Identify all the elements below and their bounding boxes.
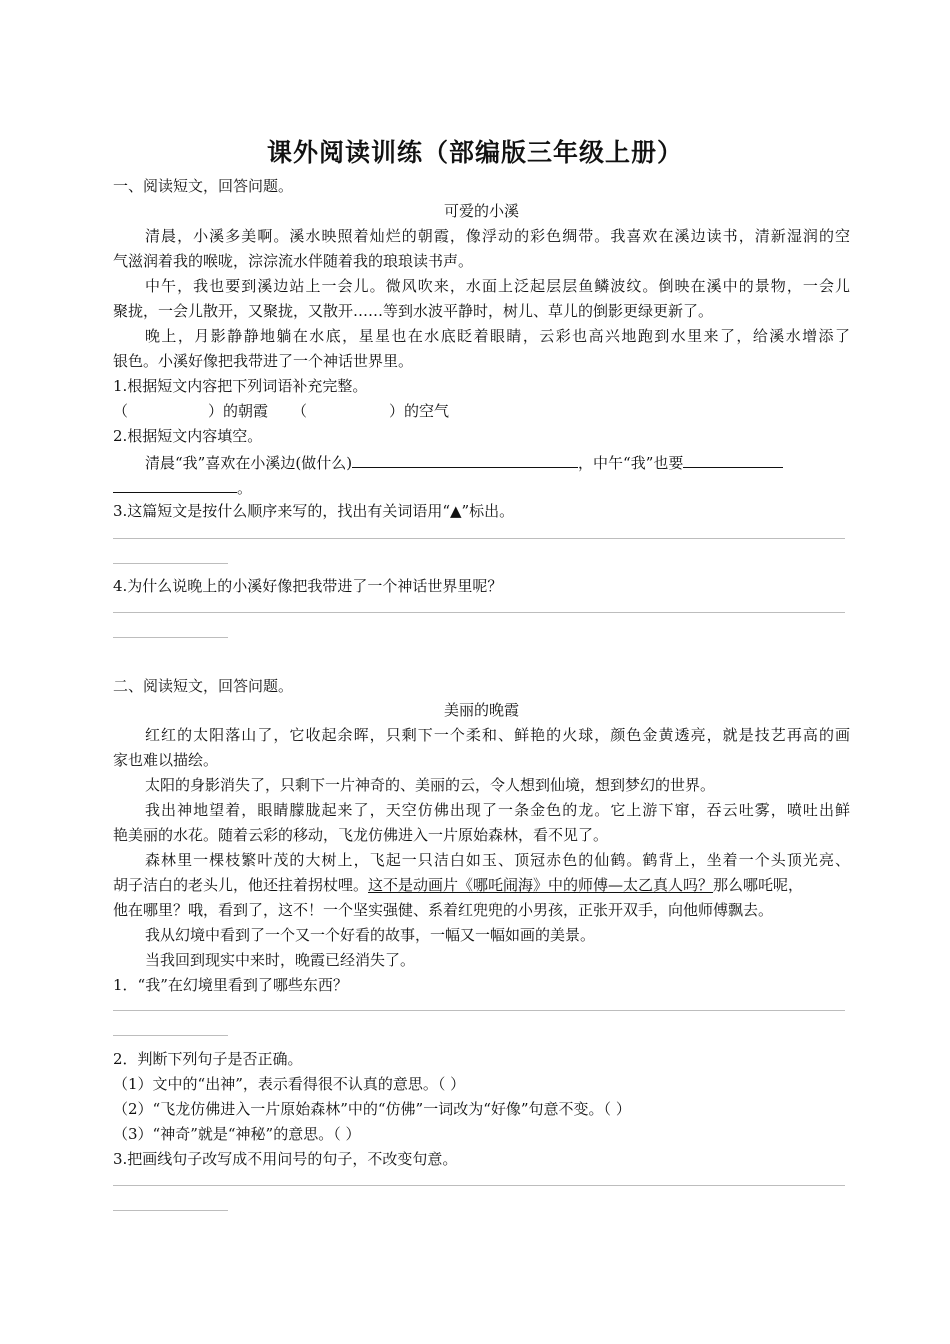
section1-paragraph-line: 银色。小溪好像把我带进了一个神话世界里。 xyxy=(113,352,414,370)
section1-paragraph-line: 晚上，月影静静地躺在水底，星星也在水底眨着眼睛，云彩也高兴地跑到水里来了，给溪水增添了 xyxy=(145,327,850,345)
q1-label-a: ）的朝霞 xyxy=(208,402,269,420)
section2-paragraph-line: 他在哪里？哦，看到了，这不！一个坚实强健、系着红兜兜的小男孩，正张开双手，向他师傅飘去。 xyxy=(113,901,774,919)
q2-blank-2[interactable] xyxy=(683,451,783,468)
section2-paragraph-line: 艳美丽的水花。随着云彩的移动，飞龙仿佛进入一片原始森林，看不见了。 xyxy=(113,826,609,844)
section2-passage-title: 美丽的晚霞 xyxy=(443,701,519,719)
section2-judgement-2: （2）“飞龙仿佛进入一片原始森林”中的“仿佛”一词改为“好像”句意不变。（ ） xyxy=(113,1100,631,1118)
q1-open-paren: （ xyxy=(292,402,308,420)
section1-paragraph-line: 清晨，小溪多美啊。溪水映照着灿烂的朝霞，像浮动的彩色绸带。我喜欢在溪边读书，清新湿润的空 xyxy=(145,227,850,245)
section2-text: 那么哪吒呢， xyxy=(713,876,804,894)
q2-text-part2: ，中午“我”也要 xyxy=(578,454,684,472)
section1-question-4: 4.为什么说晚上的小溪好像把我带进了一个神话世界里呢？ xyxy=(113,577,503,595)
q2-end: 。 xyxy=(237,479,253,497)
section2-question-2: 2．判断下列句子是否正确。 xyxy=(113,1050,303,1068)
answer-line[interactable] xyxy=(113,563,228,564)
section1-question-2: 2.根据短文内容填空。 xyxy=(113,427,263,445)
section1-q2-fill-row-2 xyxy=(113,476,850,498)
section1-paragraph-line: 气滋润着我的喉咙，淙淙流水伴随着我的琅琅读书声。 xyxy=(113,252,474,270)
answer-line[interactable] xyxy=(113,1185,845,1186)
answer-line[interactable] xyxy=(113,612,845,613)
section1-passage-title: 可爱的小溪 xyxy=(443,202,519,220)
section2-judgement-1: （1）文中的“出神”，表示看得很不认真的意思。（ ） xyxy=(113,1075,466,1093)
section1-heading: 一、阅读短文，回答问题。 xyxy=(113,177,294,195)
q2-blank-2-cont[interactable] xyxy=(113,476,237,493)
section2-paragraph-line xyxy=(113,875,850,895)
section1-q2-fill-row xyxy=(113,451,850,473)
section2-judgement-3: （3）“神奇”就是“神秘”的意思。（ ） xyxy=(113,1125,361,1143)
section1-question-1: 1.根据短文内容把下列词语补充完整。 xyxy=(113,377,368,395)
page-title: 课外阅读训练（部编版三年级上册） xyxy=(266,138,683,167)
section2-paragraph-line: 家也难以描绘。 xyxy=(113,751,219,769)
answer-line[interactable] xyxy=(113,637,228,638)
q2-blank-1[interactable] xyxy=(352,451,578,468)
section2-paragraph-line: 我出神地望着，眼睛朦胧起来了，天空仿佛出现了一条金色的龙。它上游下窜，吞云吐雾，喷吐出鲜 xyxy=(145,801,850,819)
section1-paragraph-line: 聚拢，一会儿散开，又聚拢，又散开……等到水波平静时，树儿、草儿的倒影更绿更新了。 xyxy=(113,302,714,320)
section2-paragraph-line: 我从幻境中看到了一个又一个好看的故事，一幅又一幅如画的美景。 xyxy=(145,926,596,944)
section2-paragraph-line: 森林里一棵枝繁叶茂的大树上，飞起一只洁白如玉、顶冠赤色的仙鹤。鹤背上，坐着一个头顶光亮、 xyxy=(145,851,850,869)
underlined-sentence: 这不是动画片《哪吒闹海》中的师傅—太乙真人吗？ xyxy=(368,876,714,894)
section1-question-3: 3.这篇短文是按什么顺序来写的，找出有关词语用“▲”标出。 xyxy=(113,502,515,520)
answer-line[interactable] xyxy=(113,1210,228,1211)
answer-line[interactable] xyxy=(113,1010,845,1011)
section2-heading: 二、阅读短文，回答问题。 xyxy=(113,677,294,695)
section2-paragraph-line: 当我回到现实中来时，晚霞已经消失了。 xyxy=(145,951,416,969)
section2-question-1: 1．“我”在幻境里看到了哪些东西？ xyxy=(113,976,348,994)
section1-paragraph-line: 中午，我也要到溪边站上一会儿。微风吹来，水面上泛起层层鱼鳞波纹。倒映在溪中的景物，一会儿 xyxy=(145,277,850,295)
section2-question-3: 3.把画线句子改写成不用问号的句子，不改变句意。 xyxy=(113,1150,458,1168)
q1-label-b: ）的空气 xyxy=(389,402,450,420)
answer-line[interactable] xyxy=(113,538,845,539)
section2-paragraph-line: 红红的太阳落山了，它收起余晖，只剩下一个柔和、鲜艳的火球，颜色金黄透亮，就是技艺再高的画 xyxy=(145,726,850,744)
section2-text: 胡子洁白的老头儿，他还拄着拐杖哩。 xyxy=(113,876,369,894)
answer-line[interactable] xyxy=(113,1035,228,1036)
section2-paragraph-line: 太阳的身影消失了，只剩下一片神奇的、美丽的云，令人想到仙境，想到梦幻的世界。 xyxy=(145,776,716,794)
q2-text-part1: 清晨“我”喜欢在小溪边(做什么) xyxy=(145,454,353,472)
q1-open-paren: （ xyxy=(113,402,129,420)
section1-q1-fill-row xyxy=(113,401,850,421)
